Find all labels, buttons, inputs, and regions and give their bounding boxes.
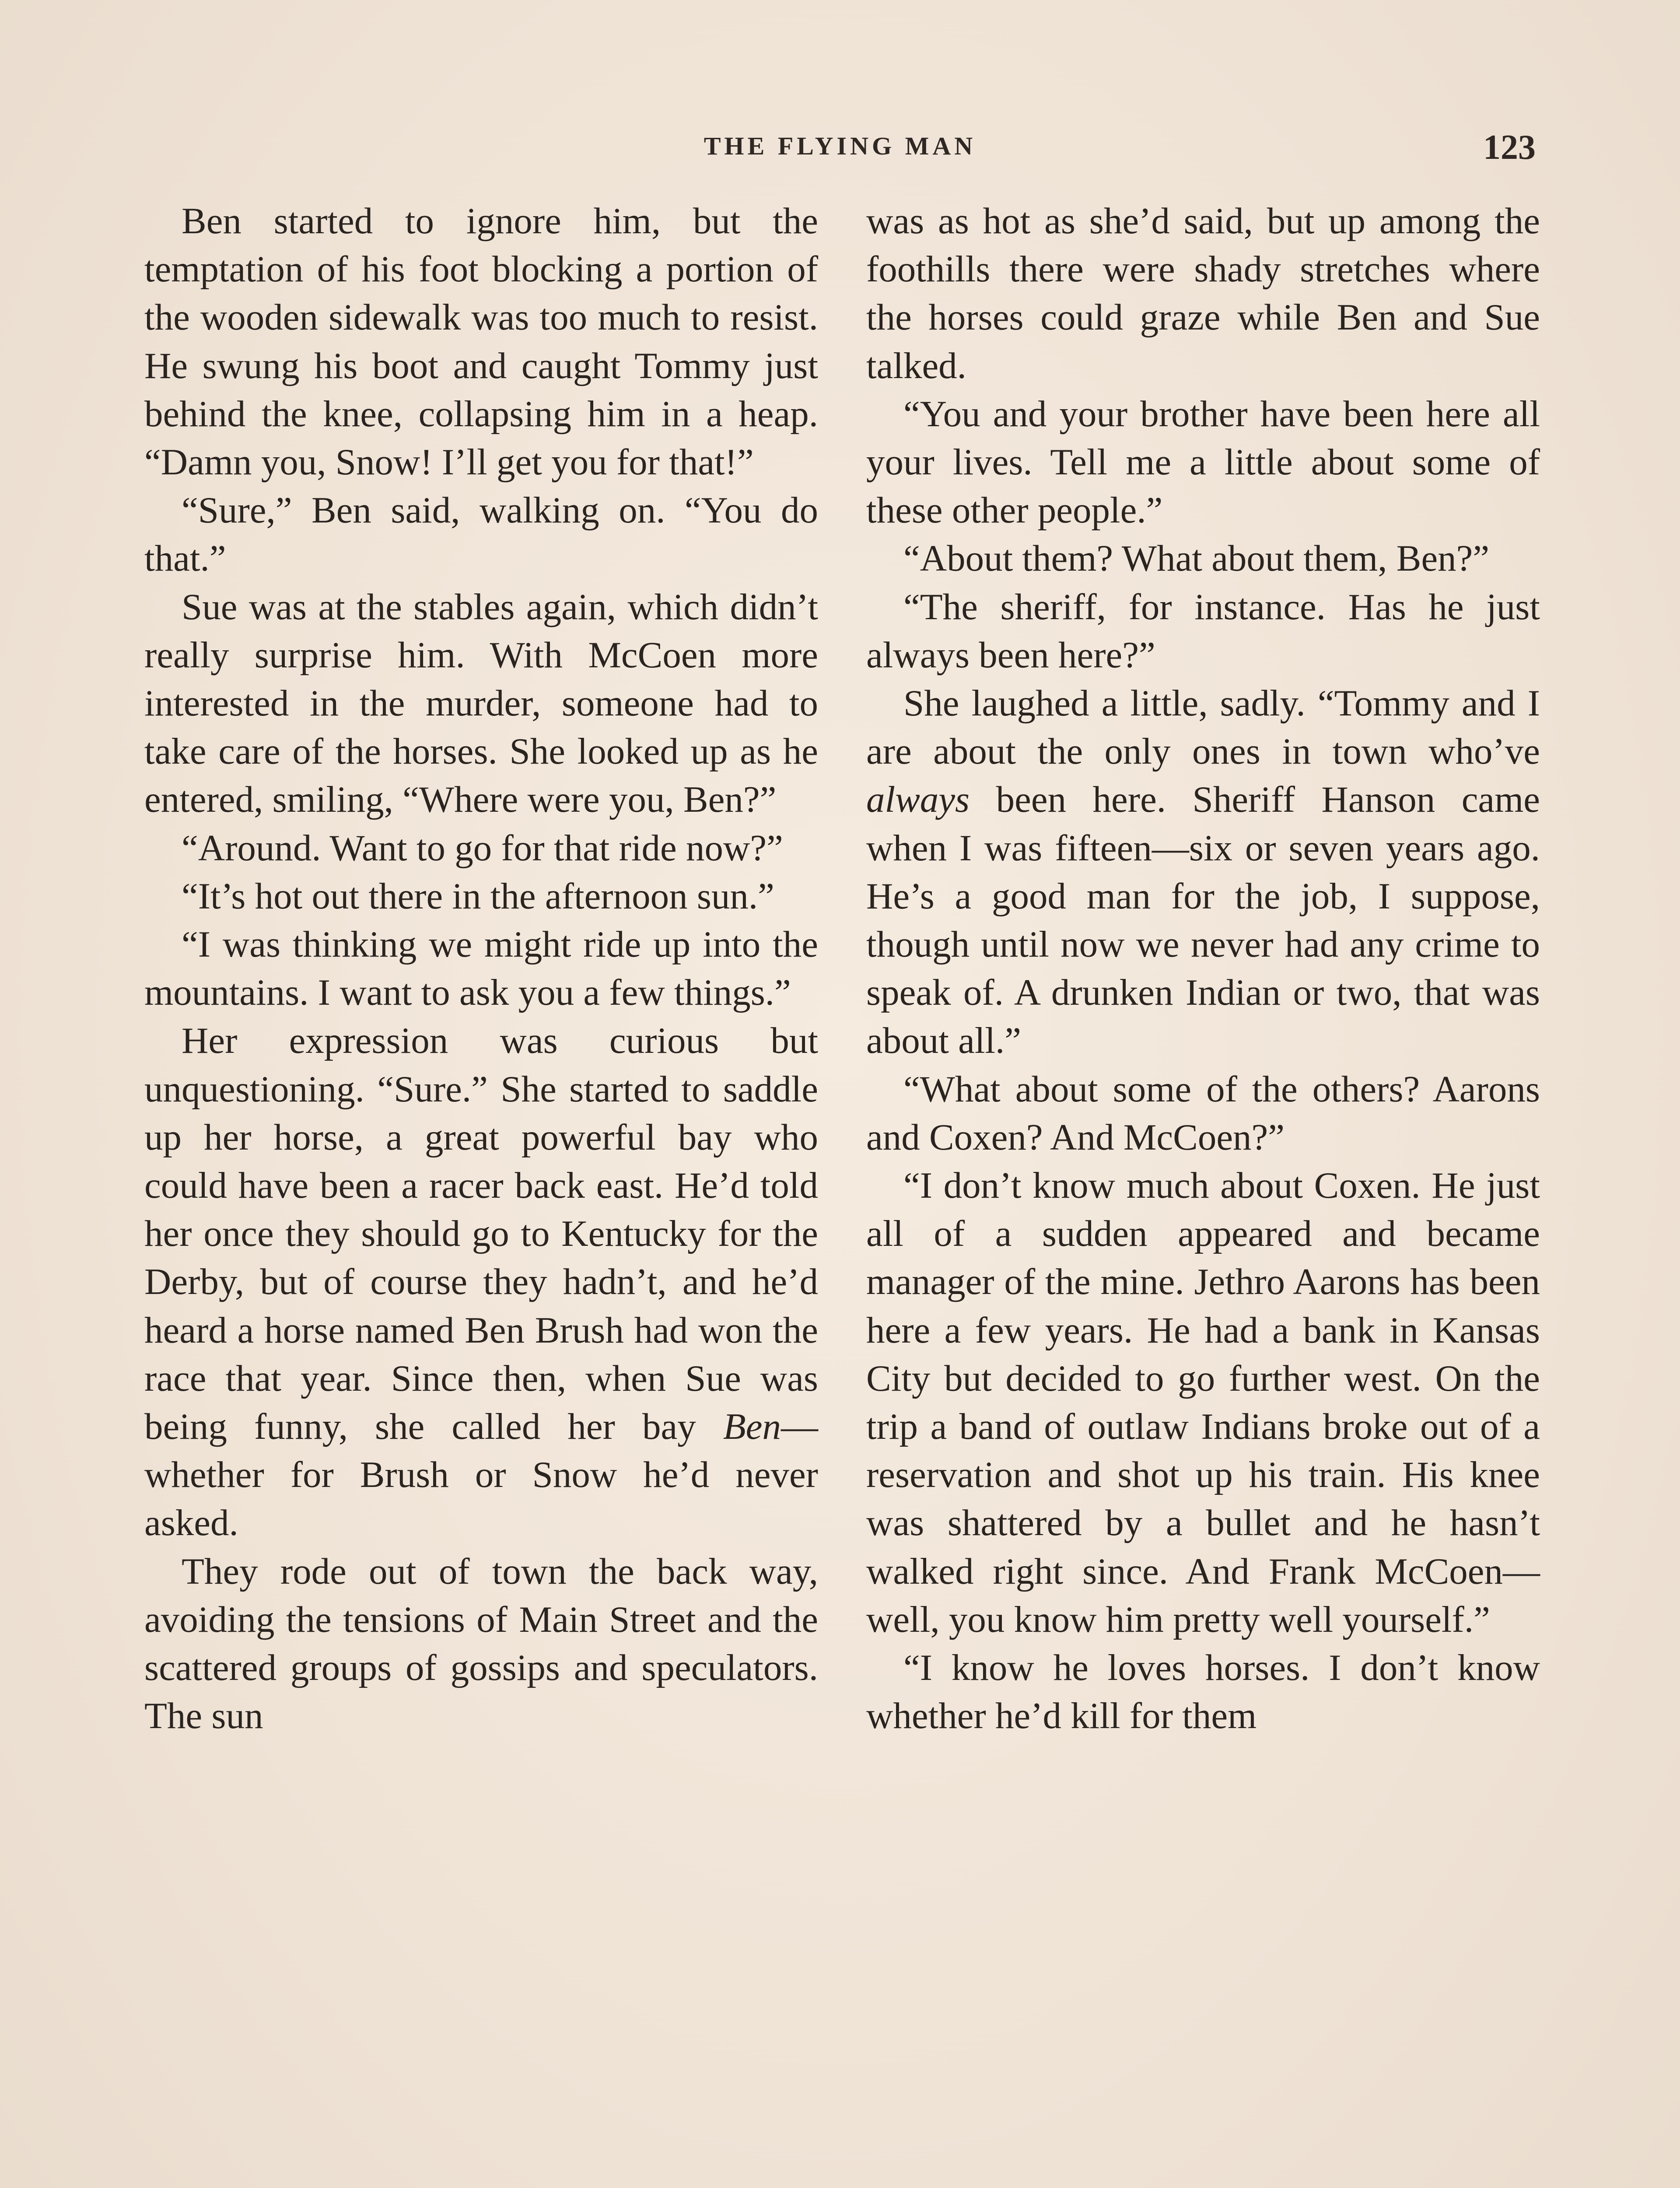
running-head [144,128,1536,167]
paragraph-text: “Around. Want to go for that ride now?” [182,827,783,869]
paragraph-continued [866,197,1540,390]
paragraph [866,1644,1540,1740]
right-column [866,197,1540,1740]
paragraph [144,197,818,486]
italic-text: Ben [723,1406,781,1448]
paragraph [866,679,1540,1065]
paragraph-text: “It’s hot out there in the afternoon sun.” [182,875,774,917]
paragraph [144,486,818,582]
paragraph-text: Ben started to ignore him, but the temptation of his foot blocking a portion of the wooden sidewalk was too much to resist. He swung his boot and caught Tommy just behind the knee, collapsing him in a heap. “Damn you, Snow! I’ll get you for that!” [144,200,818,483]
paragraph-text: —whether for Brush or Snow he’d never asked. [144,1406,818,1544]
paragraph [144,1017,818,1547]
paragraph-text: “I don’t know much about Coxen. He just all of a sudden appeared and became manager of the mine. Jethro Aarons has been here a few years. He had a bank in Kansas City but decided to go further west. On the trip a band of outlaw Indians broke out of a reservation and shot up his train. His knee was shattered by a bullet and he hasn’t walked right since. And Frank McCoen—well, you know him pretty well yourself.” [866,1165,1540,1640]
paragraph-text: “What about some of the others? Aarons and Coxen? And McCoen?” [866,1068,1540,1158]
paragraph [866,1161,1540,1644]
paragraph [144,872,818,920]
paragraph [866,583,1540,679]
paragraph [144,583,818,824]
paragraph-text: “You and your brother have been here all your lives. Tell me a little about some of these other people.” [866,393,1540,531]
italic-text: always [866,779,970,820]
running-title: THE FLYING MAN [704,132,976,160]
paragraph-text: “I know he loves horses. I don’t know whether he’d kill for them [866,1647,1540,1737]
paragraph-text: was as hot as she’d said, but up among the foothills there were shady stretches where the horses could graze while Ben and Sue talked. [866,200,1540,386]
paragraph-text: Sue was at the stables again, which didn’t really surprise him. With McCoen more interested in the murder, someone had to take care of the horses. She looked up as he entered, smiling, “Where were you, Ben?” [144,586,818,820]
paragraph-text: Her expression was curious but unquestioning. “Sure.” She started to saddle up her horse, a great powerful bay who could have been a racer back east. He’d told her once they should go to Kentucky for the Derby, but of course they hadn’t, and he’d heard a horse named Ben Brush had won the race that year. Since then, when Sue was being funny, she called her bay [144,1020,818,1448]
paragraph-text: “The sheriff, for instance. Has he just always been here?” [866,586,1540,676]
paragraph [144,920,818,1017]
paragraph [144,1547,818,1740]
paragraph-text: “Sure,” Ben said, walking on. “You do that.” [144,490,818,579]
paragraph-text: She laughed a little, sadly. “Tommy and I are about the only ones in town who’ve [866,683,1540,772]
paragraph [866,534,1540,582]
left-column [144,197,818,1740]
paragraph-text: been here. Sheriff Hanson came when I was fifteen—six or seven years ago. He’s a good man for the job, I suppose, though until now we never had any crime to speak of. A drunken Indian or two, that was about all.” [866,779,1540,1062]
paragraph [144,824,818,872]
paragraph-text: “I was thinking we might ride up into the mountains. I want to ask you a few things.” [144,924,818,1013]
paragraph [866,390,1540,535]
paragraph-text: They rode out of town the back way, avoiding the tensions of Main Street and the scattered groups of gossips and speculators. The sun [144,1550,818,1737]
paragraph-text: “About them? What about them, Ben?” [903,538,1490,579]
page-number: 123 [1483,128,1536,167]
paragraph [866,1065,1540,1161]
